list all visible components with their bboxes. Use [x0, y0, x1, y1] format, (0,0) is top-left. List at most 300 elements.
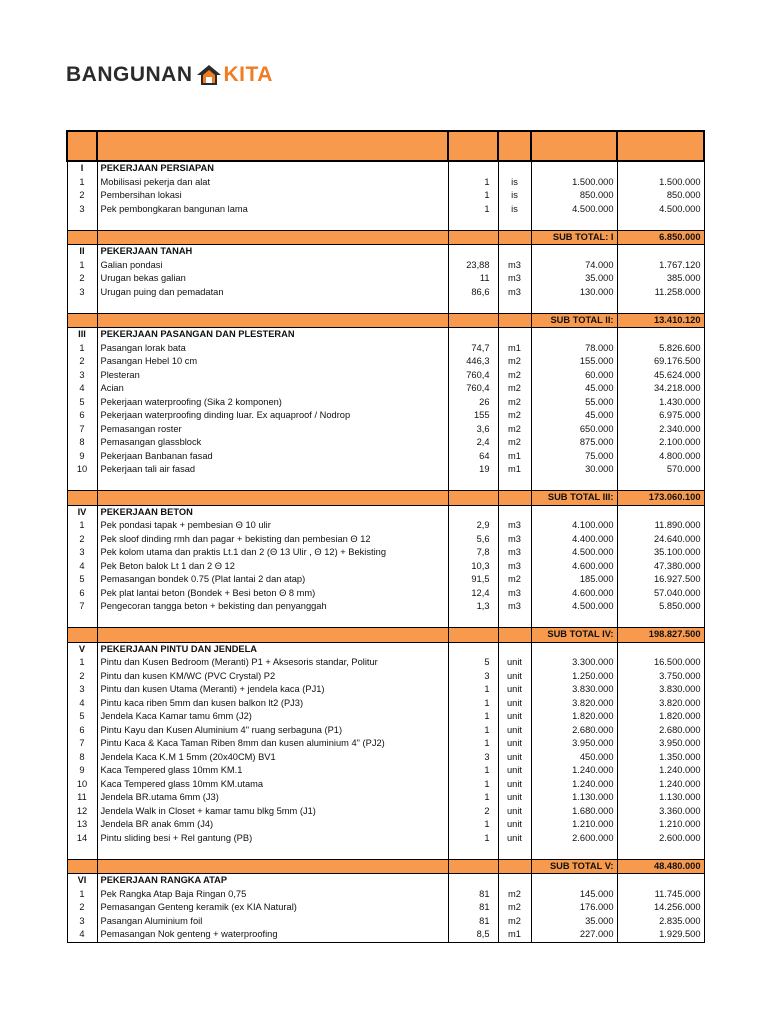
item-description: Urugan puing dan pemadatan — [97, 286, 448, 300]
table-row — [67, 573, 704, 587]
empty-cell — [67, 845, 97, 859]
subtotal-value: 198.827.500 — [617, 628, 704, 643]
table-row — [67, 533, 704, 547]
empty-cell — [448, 161, 498, 176]
section-title: PEKERJAAN PASANGAN DAN PLESTERAN — [97, 328, 448, 342]
item-unit: m1 — [498, 342, 531, 356]
item-volume: 74,7 — [448, 342, 498, 356]
item-volume: 155 — [448, 409, 498, 423]
table-row — [67, 519, 704, 533]
item-description: Pintu Kaca & Kaca Taman Riben 8mm dan kusen aluminium 4" (PJ2) — [97, 737, 448, 751]
empty-cell — [617, 505, 704, 519]
item-description: Urugan bekas galian — [97, 272, 448, 286]
item-volume: 7,8 — [448, 546, 498, 560]
item-unit-price: 2.600.000 — [531, 832, 617, 846]
item-description: Pintu dan Kusen Bedroom (Meranti) P1 + Aksesoris standar, Politur — [97, 656, 448, 670]
item-unit-price: 1.250.000 — [531, 670, 617, 684]
empty-cell — [617, 216, 704, 230]
empty-cell — [97, 313, 448, 328]
empty-cell — [498, 491, 531, 506]
item-total: 3.750.000 — [617, 670, 704, 684]
header-cell-total — [617, 131, 704, 161]
table-row — [67, 656, 704, 670]
empty-cell — [448, 491, 498, 506]
item-total: 1.350.000 — [617, 751, 704, 765]
item-number: 6 — [67, 724, 97, 738]
empty-cell — [498, 859, 531, 874]
house-icon — [196, 63, 222, 87]
item-volume: 446,3 — [448, 355, 498, 369]
item-unit-price: 227.000 — [531, 928, 617, 942]
item-unit-price: 1.210.000 — [531, 818, 617, 832]
item-unit-price: 650.000 — [531, 423, 617, 437]
item-unit-price: 3.830.000 — [531, 683, 617, 697]
table-row — [67, 683, 704, 697]
item-volume: 1 — [448, 189, 498, 203]
item-total: 1.240.000 — [617, 764, 704, 778]
subtotal-label: SUB TOTAL III: — [531, 491, 617, 506]
item-unit: unit — [498, 724, 531, 738]
cost-estimate-table — [66, 130, 705, 943]
item-unit-price: 75.000 — [531, 450, 617, 464]
table-row — [67, 710, 704, 724]
empty-cell — [67, 299, 97, 313]
item-description: Pemasangan Genteng keramik (ex KIA Natural) — [97, 901, 448, 915]
item-unit: m3 — [498, 259, 531, 273]
header-cell-description — [97, 131, 448, 161]
empty-cell — [498, 245, 531, 259]
item-description: Pintu Kayu dan Kusen Aluminium 4" ruang serbaguna (P1) — [97, 724, 448, 738]
table-row — [67, 409, 704, 423]
item-volume: 1 — [448, 832, 498, 846]
item-description: Jendela BR.utama 6mm (J3) — [97, 791, 448, 805]
table-row — [67, 286, 704, 300]
section-header-row — [67, 505, 704, 519]
item-total: 3.830.000 — [617, 683, 704, 697]
item-total: 3.360.000 — [617, 805, 704, 819]
item-unit: is — [498, 176, 531, 190]
item-unit: m3 — [498, 560, 531, 574]
item-total: 2.600.000 — [617, 832, 704, 846]
item-volume: 760,4 — [448, 382, 498, 396]
table-row — [67, 805, 704, 819]
empty-cell — [67, 628, 97, 643]
table-row — [67, 272, 704, 286]
item-unit: unit — [498, 818, 531, 832]
item-unit: unit — [498, 764, 531, 778]
table-row — [67, 546, 704, 560]
item-number: 13 — [67, 818, 97, 832]
item-number: 3 — [67, 286, 97, 300]
item-unit: is — [498, 203, 531, 217]
item-unit: m1 — [498, 450, 531, 464]
table-row — [67, 450, 704, 464]
item-unit: m3 — [498, 533, 531, 547]
item-number: 7 — [67, 423, 97, 437]
item-total: 5.850.000 — [617, 600, 704, 614]
table-row — [67, 342, 704, 356]
item-volume: 81 — [448, 901, 498, 915]
table-row — [67, 560, 704, 574]
subtotal-value: 13.410.120 — [617, 313, 704, 328]
item-unit: unit — [498, 791, 531, 805]
item-number: 1 — [67, 176, 97, 190]
item-volume: 86,6 — [448, 286, 498, 300]
empty-cell — [498, 299, 531, 313]
item-unit: unit — [498, 710, 531, 724]
empty-cell — [617, 845, 704, 859]
empty-cell — [448, 859, 498, 874]
item-description: Pemasangan Nok genteng + waterproofing — [97, 928, 448, 942]
empty-cell — [67, 477, 97, 491]
empty-cell — [617, 161, 704, 176]
item-volume: 10,3 — [448, 560, 498, 574]
item-unit: m2 — [498, 409, 531, 423]
item-volume: 2 — [448, 805, 498, 819]
item-total: 3.820.000 — [617, 697, 704, 711]
item-number: 4 — [67, 697, 97, 711]
empty-cell — [498, 216, 531, 230]
table-row — [67, 369, 704, 383]
empty-cell — [531, 874, 617, 888]
empty-cell — [448, 328, 498, 342]
item-unit: m3 — [498, 272, 531, 286]
item-total: 570.000 — [617, 463, 704, 477]
item-unit: m3 — [498, 587, 531, 601]
item-description: Pek pondasi tapak + pembesian Θ 10 ulir — [97, 519, 448, 533]
section-header-row — [67, 642, 704, 656]
item-volume: 5 — [448, 656, 498, 670]
item-description: Pek pembongkaran bangunan lama — [97, 203, 448, 217]
item-number: 4 — [67, 382, 97, 396]
item-unit-price: 4.600.000 — [531, 587, 617, 601]
item-unit: unit — [498, 697, 531, 711]
item-number: 2 — [67, 189, 97, 203]
item-unit-price: 176.000 — [531, 901, 617, 915]
item-description: Pemasangan glassblock — [97, 436, 448, 450]
empty-cell — [498, 328, 531, 342]
item-unit: unit — [498, 737, 531, 751]
item-volume: 1 — [448, 724, 498, 738]
table-row — [67, 697, 704, 711]
item-description: Acian — [97, 382, 448, 396]
item-number: 1 — [67, 259, 97, 273]
item-total: 69.176.500 — [617, 355, 704, 369]
item-description: Pek Beton balok Lt 1 dan 2 Θ 12 — [97, 560, 448, 574]
empty-cell — [448, 614, 498, 628]
item-description: Jendela Kaca Kamar tamu 6mm (J2) — [97, 710, 448, 724]
item-number: 2 — [67, 670, 97, 684]
item-description: Pemasangan roster — [97, 423, 448, 437]
item-total: 4.800.000 — [617, 450, 704, 464]
item-unit-price: 4.500.000 — [531, 203, 617, 217]
item-volume: 81 — [448, 915, 498, 929]
item-number: 2 — [67, 901, 97, 915]
item-unit-price: 30.000 — [531, 463, 617, 477]
table-row — [67, 724, 704, 738]
empty-cell — [531, 216, 617, 230]
table-row — [67, 203, 704, 217]
item-description: Galian pondasi — [97, 259, 448, 273]
empty-cell — [67, 216, 97, 230]
item-number: 4 — [67, 560, 97, 574]
item-description: Pekerjaan waterproofing (Sika 2 komponen) — [97, 396, 448, 410]
item-total: 2.680.000 — [617, 724, 704, 738]
item-unit: m2 — [498, 423, 531, 437]
item-number: 12 — [67, 805, 97, 819]
empty-cell — [531, 505, 617, 519]
section-number: V — [67, 642, 97, 656]
item-unit-price: 4.500.000 — [531, 546, 617, 560]
item-unit-price: 1.240.000 — [531, 778, 617, 792]
item-volume: 1 — [448, 710, 498, 724]
item-description: Pek plat lantai beton (Bondek + Besi beton Θ 8 mm) — [97, 587, 448, 601]
item-volume: 1 — [448, 737, 498, 751]
header-cell-unit — [498, 131, 531, 161]
section-header-row — [67, 328, 704, 342]
item-total: 35.100.000 — [617, 546, 704, 560]
item-unit-price: 3.820.000 — [531, 697, 617, 711]
empty-cell — [97, 230, 448, 245]
item-total: 45.624.000 — [617, 369, 704, 383]
header-cell-no — [67, 131, 97, 161]
item-volume: 2,9 — [448, 519, 498, 533]
table-row — [67, 751, 704, 765]
section-header-row — [67, 245, 704, 259]
empty-cell — [448, 477, 498, 491]
table-row — [67, 176, 704, 190]
item-unit: m2 — [498, 915, 531, 929]
subtotal-value: 48.480.000 — [617, 859, 704, 874]
brand-logo — [66, 62, 273, 88]
item-unit-price: 1.500.000 — [531, 176, 617, 190]
empty-cell — [67, 859, 97, 874]
item-total: 3.950.000 — [617, 737, 704, 751]
item-total: 47.380.000 — [617, 560, 704, 574]
item-volume: 1 — [448, 683, 498, 697]
empty-cell — [97, 628, 448, 643]
item-number: 3 — [67, 203, 97, 217]
empty-cell — [617, 874, 704, 888]
item-unit-price: 74.000 — [531, 259, 617, 273]
empty-cell — [617, 245, 704, 259]
empty-cell — [498, 874, 531, 888]
section-title: PEKERJAAN TANAH — [97, 245, 448, 259]
item-total: 57.040.000 — [617, 587, 704, 601]
item-unit-price: 60.000 — [531, 369, 617, 383]
item-unit-price: 4.600.000 — [531, 560, 617, 574]
item-number: 10 — [67, 778, 97, 792]
empty-cell — [67, 491, 97, 506]
item-unit: m1 — [498, 463, 531, 477]
table-row — [67, 791, 704, 805]
item-volume: 81 — [448, 888, 498, 902]
item-total: 385.000 — [617, 272, 704, 286]
item-number: 3 — [67, 546, 97, 560]
empty-cell — [498, 477, 531, 491]
item-description: Mobilisasi pekerja dan alat — [97, 176, 448, 190]
table-row — [67, 382, 704, 396]
item-unit: unit — [498, 832, 531, 846]
item-volume: 760,4 — [448, 369, 498, 383]
item-unit: m3 — [498, 546, 531, 560]
item-total: 2.100.000 — [617, 436, 704, 450]
item-unit-price: 78.000 — [531, 342, 617, 356]
spacer-row — [67, 614, 704, 628]
item-description: Pasangan Hebel 10 cm — [97, 355, 448, 369]
subtotal-value: 173.060.100 — [617, 491, 704, 506]
item-unit: unit — [498, 656, 531, 670]
item-total: 1.500.000 — [617, 176, 704, 190]
item-unit-price: 4.500.000 — [531, 600, 617, 614]
item-unit: unit — [498, 670, 531, 684]
item-unit-price: 35.000 — [531, 915, 617, 929]
item-unit-price: 850.000 — [531, 189, 617, 203]
item-number: 5 — [67, 396, 97, 410]
empty-cell — [448, 505, 498, 519]
item-unit-price: 185.000 — [531, 573, 617, 587]
subtotal-label: SUB TOTAL: I — [531, 230, 617, 245]
empty-cell — [448, 874, 498, 888]
item-description: Pengecoran tangga beton + bekisting dan penyanggah — [97, 600, 448, 614]
item-unit: unit — [498, 805, 531, 819]
item-unit-price: 45.000 — [531, 409, 617, 423]
section-number: II — [67, 245, 97, 259]
item-volume: 8,5 — [448, 928, 498, 942]
item-number: 6 — [67, 409, 97, 423]
item-volume: 2,4 — [448, 436, 498, 450]
table-row — [67, 189, 704, 203]
table-row — [67, 423, 704, 437]
item-total: 1.210.000 — [617, 818, 704, 832]
empty-cell — [531, 245, 617, 259]
item-description: Jendela Walk in Closet + kamar tamu blkg 5mm (J1) — [97, 805, 448, 819]
item-description: Pintu dan kusen Utama (Meranti) + jendela kaca (PJ1) — [97, 683, 448, 697]
item-unit-price: 450.000 — [531, 751, 617, 765]
section-number: IV — [67, 505, 97, 519]
section-title: PEKERJAAN RANGKA ATAP — [97, 874, 448, 888]
item-unit: m2 — [498, 369, 531, 383]
item-number: 6 — [67, 587, 97, 601]
item-total: 1.767.120 — [617, 259, 704, 273]
item-number: 2 — [67, 272, 97, 286]
empty-cell — [617, 299, 704, 313]
spacer-row — [67, 845, 704, 859]
empty-cell — [498, 161, 531, 176]
item-description: Pemasangan bondek 0.75 (Plat lantai 2 dan atap) — [97, 573, 448, 587]
table-row — [67, 832, 704, 846]
empty-cell — [531, 845, 617, 859]
item-description: Kaca Tempered glass 10mm KM.1 — [97, 764, 448, 778]
item-number: 5 — [67, 710, 97, 724]
item-description: Jendela BR anak 6mm (J4) — [97, 818, 448, 832]
section-number: I — [67, 161, 97, 176]
item-unit: is — [498, 189, 531, 203]
empty-cell — [498, 313, 531, 328]
item-unit-price: 1.820.000 — [531, 710, 617, 724]
item-description: Pek sloof dinding rmh dan pagar + bekisting dan pembesian Θ 12 — [97, 533, 448, 547]
table-row — [67, 436, 704, 450]
table-row — [67, 778, 704, 792]
item-number: 1 — [67, 888, 97, 902]
item-description: Pembersihan lokasi — [97, 189, 448, 203]
empty-cell — [97, 491, 448, 506]
empty-cell — [97, 299, 448, 313]
item-unit-price: 4.100.000 — [531, 519, 617, 533]
empty-cell — [498, 505, 531, 519]
item-number: 7 — [67, 737, 97, 751]
empty-cell — [531, 328, 617, 342]
empty-cell — [498, 642, 531, 656]
table-row — [67, 587, 704, 601]
item-number: 3 — [67, 369, 97, 383]
item-description: Pintu sliding besi + Rel gantung (PB) — [97, 832, 448, 846]
table-row — [67, 355, 704, 369]
item-total: 16.500.000 — [617, 656, 704, 670]
section-title: PEKERJAAN BETON — [97, 505, 448, 519]
item-volume: 91,5 — [448, 573, 498, 587]
table-row — [67, 901, 704, 915]
item-volume: 5,6 — [448, 533, 498, 547]
empty-cell — [97, 614, 448, 628]
empty-cell — [448, 313, 498, 328]
item-unit-price: 1.240.000 — [531, 764, 617, 778]
item-description: Pekerjaan waterproofing dinding luar. Ex aquaproof / Nodrop — [97, 409, 448, 423]
item-description: Pintu kaca riben 5mm dan kusen balkon lt2 (PJ3) — [97, 697, 448, 711]
empty-cell — [67, 230, 97, 245]
item-unit: m2 — [498, 888, 531, 902]
spacer-row — [67, 216, 704, 230]
item-description: Pekerjaan Banbanan fasad — [97, 450, 448, 464]
empty-cell — [531, 299, 617, 313]
table-row — [67, 600, 704, 614]
item-unit-price: 2.680.000 — [531, 724, 617, 738]
empty-cell — [531, 161, 617, 176]
item-description: Pek Rangka Atap Baja Ringan 0,75 — [97, 888, 448, 902]
empty-cell — [67, 313, 97, 328]
item-total: 1.820.000 — [617, 710, 704, 724]
section-title: PEKERJAAN PINTU DAN JENDELA — [97, 642, 448, 656]
empty-cell — [97, 477, 448, 491]
table-row — [67, 259, 704, 273]
item-volume: 26 — [448, 396, 498, 410]
empty-cell — [448, 245, 498, 259]
empty-cell — [97, 216, 448, 230]
subtotal-row — [67, 859, 704, 874]
header-cell-unit-price — [531, 131, 617, 161]
item-volume: 3 — [448, 670, 498, 684]
empty-cell — [498, 230, 531, 245]
item-unit: unit — [498, 751, 531, 765]
table-row — [67, 737, 704, 751]
item-volume: 19 — [448, 463, 498, 477]
item-number: 11 — [67, 791, 97, 805]
item-unit-price: 3.950.000 — [531, 737, 617, 751]
item-volume: 23,88 — [448, 259, 498, 273]
item-unit: m2 — [498, 573, 531, 587]
item-unit: m3 — [498, 600, 531, 614]
item-number: 1 — [67, 656, 97, 670]
item-unit-price: 4.400.000 — [531, 533, 617, 547]
table-row — [67, 463, 704, 477]
header-cell-volume — [448, 131, 498, 161]
empty-cell — [67, 614, 97, 628]
table-row — [67, 670, 704, 684]
item-total: 2.835.000 — [617, 915, 704, 929]
logo-word-bangunan: BANGUNAN — [66, 63, 193, 86]
item-total: 850.000 — [617, 189, 704, 203]
subtotal-row — [67, 313, 704, 328]
